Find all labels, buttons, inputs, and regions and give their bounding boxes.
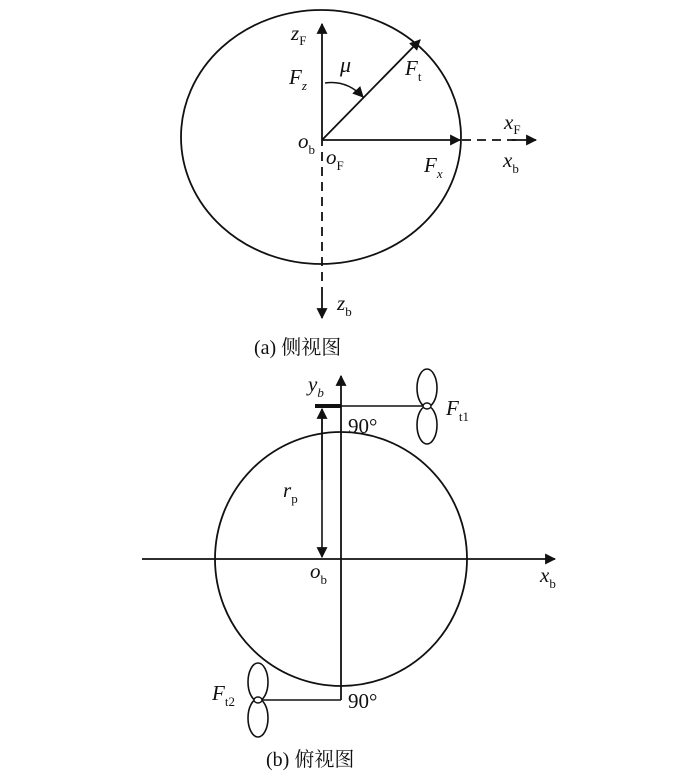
ob-label: $o_b$ (310, 559, 327, 587)
ft2-label: $F_{t2}$ (212, 681, 235, 709)
top-view (142, 369, 556, 771)
xb-label: $x_b$ (540, 563, 556, 591)
of-label: $o_F$ (326, 145, 344, 173)
ft-vector-arrow (322, 40, 420, 140)
fx-label: $F_x$ (424, 153, 443, 181)
side-view-caption: (a) 侧视图 (254, 337, 342, 359)
yb-label: $y_b$ (308, 372, 324, 400)
ft1-label: $F_{t1}$ (446, 396, 469, 424)
angle-bottom-label: 90° (348, 689, 378, 713)
top-view-caption: (b) 俯视图 (266, 749, 355, 771)
zb-label: $z_b$ (337, 291, 352, 319)
fz-label: $F_z$ (289, 65, 307, 93)
ob-label: $o_b$ (298, 129, 315, 157)
mu-label: μ (340, 52, 352, 77)
rp-label: $r_p$ (283, 478, 298, 506)
ft-label: $F_t$ (405, 56, 422, 84)
mu-angle-arc (325, 83, 363, 97)
xf-label: $x_F$ (504, 110, 521, 137)
side-view-hull (181, 10, 461, 264)
xb-label: $x_b$ (503, 148, 519, 176)
side-view (181, 10, 536, 359)
angle-top-label: 90° (348, 414, 378, 438)
zf-label: $z_F$ (291, 21, 307, 48)
